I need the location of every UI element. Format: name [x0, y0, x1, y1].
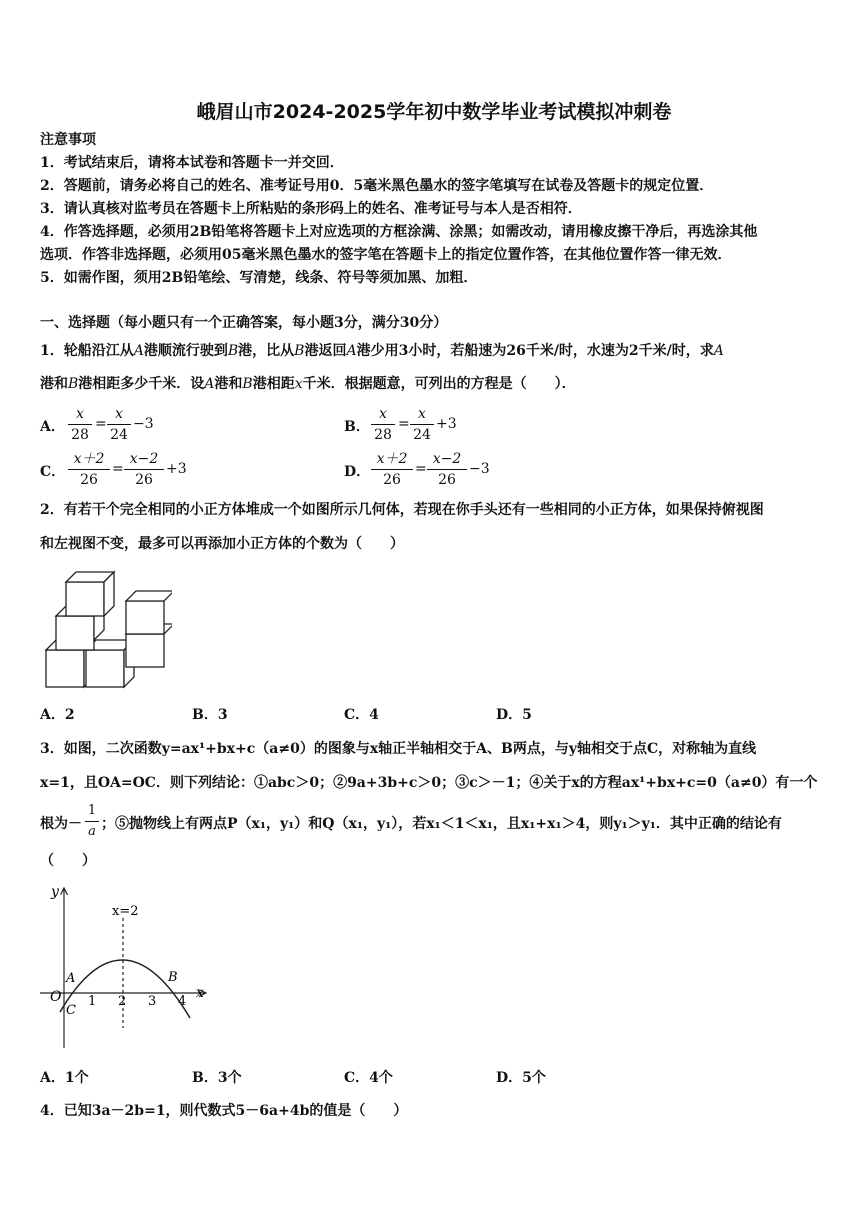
option-a: A．2	[40, 707, 75, 723]
notice-item: 5．如需作图，须用2B铅笔绘、写清楚，线条、符号等须加黑、加粗．	[40, 270, 478, 286]
option-a: A．1个	[40, 1070, 89, 1086]
fraction: x 24	[107, 405, 131, 444]
question-3-line2: x=1，且OA=OC．则下列结论：①abc＞0；②9a+3b+c＞0；③c＞－1；④关于x的方程ax¹+bx+c=0（a≠0）有一个	[40, 775, 818, 791]
notice-item: 3．请认真核对监考员在答题卡上所粘贴的条形码上的姓名、准考证号与本人是否相符．	[40, 201, 582, 217]
equals-sign: =	[415, 461, 427, 477]
equals-sign: =	[95, 416, 107, 432]
option-tail: −3	[469, 461, 490, 477]
x-axis-label: x	[196, 985, 204, 1001]
question-3-line4: （ ）	[40, 853, 96, 869]
tick-label: 3	[148, 994, 157, 1009]
option-d: D．5	[496, 707, 532, 723]
question-1-line2: 港和B港相距多少千米．设A港和B港相距x千米．根据题意，可列出的方程是（ ）．	[40, 376, 576, 392]
question-4-line1: 4．已知3a－2b=1，则代数式5－6a+4b的值是（ ）	[40, 1103, 408, 1119]
option-tail: −3	[133, 416, 154, 432]
option-a-label: A．	[40, 419, 65, 435]
option-c-label: C．	[40, 464, 66, 480]
tick-label: 2	[118, 994, 127, 1009]
option-tail: +3	[166, 461, 187, 477]
fraction: 1 a	[85, 802, 99, 841]
question-3-line1: 3．如图，二次函数y=ax¹+bx+c（a≠0）的图象与x轴正半轴相交于A、B两点，与y轴相交于点C，对称轴为直线	[40, 741, 757, 757]
fraction: x 24	[410, 405, 434, 444]
point-a-label: A	[66, 971, 76, 986]
notice-heading: 注意事项	[40, 132, 96, 148]
fraction: x−2 26	[427, 450, 467, 489]
notice-item: 1．考试结束后，请将本试卷和答题卡一并交回．	[40, 155, 344, 171]
option-tail: +3	[436, 416, 457, 432]
option-b: B．3	[192, 707, 228, 723]
tick-label: 4	[178, 994, 187, 1009]
equals-sign: =	[112, 461, 124, 477]
fraction: x 28	[68, 405, 92, 444]
question-3-line3-start: 根为－	[40, 816, 82, 832]
question-3-line3-rest: ；⑤抛物线上有两点P（x₁，y₁）和Q（x₁，y₁），若x₁＜1＜x₁，且x₁+x₁＞4，则y₁＞y₁．其中正确的结论有	[101, 816, 782, 832]
fraction: x＋2 26	[68, 450, 110, 489]
notice-item: 2．答题前，请务必将自己的姓名、准考证号用0．5毫米黑色墨水的签字笔填写在试卷及答题卡的规定位置．	[40, 178, 714, 194]
option-b: B．3个	[192, 1070, 242, 1086]
section-heading: 一、选择题（每小题只有一个正确答案，每小题3分，满分30分）	[40, 315, 448, 331]
tick-label: 1	[88, 994, 97, 1009]
fraction: x−2 26	[124, 450, 164, 489]
page-title: 峨眉山市2024-2025学年初中数学毕业考试模拟冲刺卷	[196, 101, 672, 123]
question-1-line1: 1．轮船沿江从A港顺流行驶到B港，比从B港返回A港少用3小时，若船速为26千米/时，水速为2千米/时，求A	[40, 343, 724, 359]
y-axis-label: y	[51, 884, 59, 900]
equals-sign: =	[398, 416, 410, 432]
symmetry-axis-label: x=2	[112, 904, 139, 919]
question-2-line1: 2．有若干个完全相同的小正方体堆成一个如图所示几何体，若现在你手头还有一些相同的小正方体，如果保持俯视图	[40, 502, 764, 518]
parabola-graph	[38, 880, 218, 1055]
origin-label: O	[50, 989, 62, 1005]
option-c: C．4个	[344, 1070, 393, 1086]
parabola-curve	[60, 960, 190, 1018]
notice-item: 选项．作答非选择题，必须用05毫米黑色墨水的签字笔在答题卡上的指定位置作答，在其他位置作答一律无效．	[40, 247, 732, 263]
option-d: D．5个	[496, 1070, 546, 1086]
fraction: x＋2 26	[371, 450, 413, 489]
point-c-label: C	[66, 1003, 76, 1018]
option-b-label: B．	[344, 419, 370, 435]
notice-item: 4．作答选择题，必须用2B铅笔将答题卡上对应选项的方框涂满、涂黑；如需改动，请用橡皮擦干净后，再选涂其他	[40, 224, 758, 240]
point-b-label: B	[168, 970, 178, 985]
option-c: C．4	[344, 707, 379, 723]
fraction: x 28	[371, 405, 395, 444]
option-d-label: D．	[344, 464, 371, 480]
question-2-line2: 和左视图不变，最多可以再添加小正方体的个数为（ ）	[40, 536, 404, 552]
cube-stack-figure	[40, 568, 172, 692]
